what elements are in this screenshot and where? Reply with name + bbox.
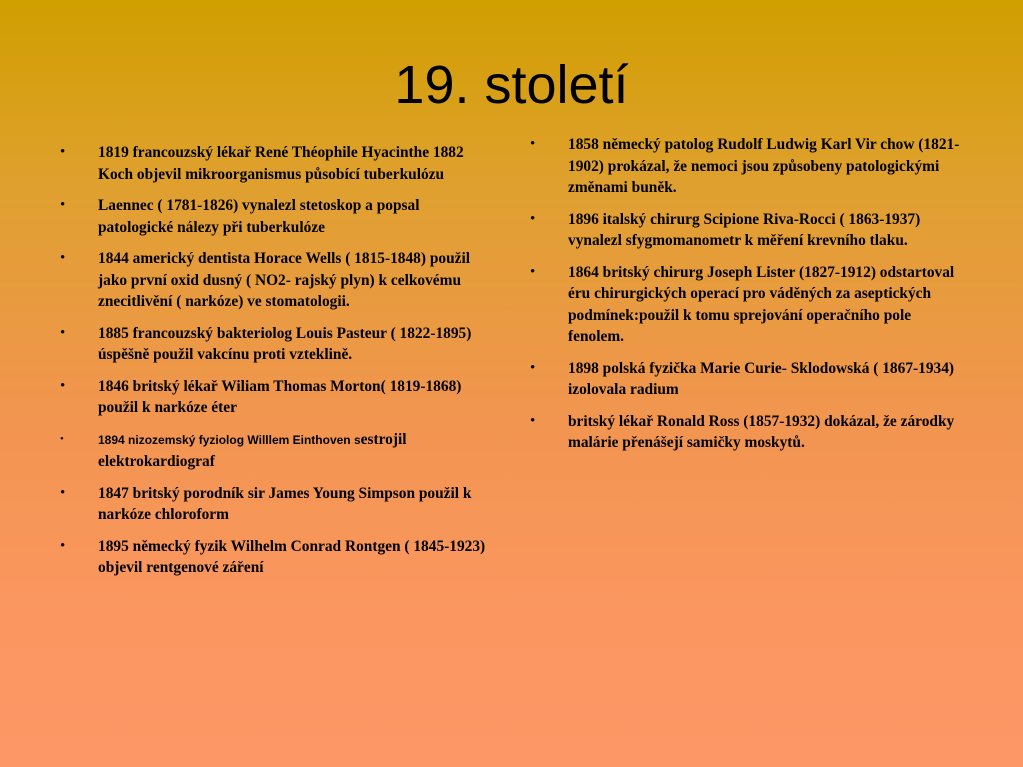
list-item-text: 1844 americký dentista Horace Wells ( 1815-1848) použil jako první oxid dusný ( NO2- rajský plyn) k celkovému znecitlivění ( narkóze) ve stomatologii.	[98, 250, 471, 310]
list-item	[530, 134, 970, 199]
bullet-icon: •	[530, 412, 536, 429]
list-item-text: 1895 německý fyzik Wilhelm Conrad Rontgen ( 1845-1923) objevil rentgenové záření	[98, 537, 486, 576]
list-item	[530, 262, 970, 348]
bullet-icon: •	[530, 210, 536, 227]
list-item-text: 1847 britský porodník sir James Young Simpson použil k narkóze chloroform	[98, 484, 472, 523]
list-item-text: 1885 francouzský bakteriolog Louis Pasteur ( 1822-1895) úspěšně použil vakcínu proti vzteklině.	[98, 324, 472, 363]
bullet-icon: •	[60, 324, 66, 341]
list-item	[60, 429, 492, 473]
list-item	[60, 483, 492, 526]
list-item-text: 1864 britský chirurg Joseph Lister (1827-1912) odstartoval éru chirurgických operací pro váděných za aseptických podmínek:použil k tomu sprejování operačního pole fenolem.	[568, 263, 955, 345]
left-bullet-list	[60, 142, 492, 589]
list-item-text: 1898 polská fyzička Marie Curie- Sklodowská ( 1867-1934) izolovala radium	[568, 359, 955, 398]
bullet-icon: •	[530, 359, 536, 376]
bullet-icon: •	[60, 484, 66, 501]
list-item-text: 1858 německý patolog Rudolf Ludwig Karl Vir chow (1821-1902) prokázal, že nemoci jsou způsobeny patologickými změnami buněk.	[568, 136, 960, 196]
list-item	[60, 536, 492, 579]
list-item	[60, 142, 492, 185]
list-item	[530, 358, 970, 401]
list-item	[60, 195, 492, 238]
list-item	[60, 248, 492, 313]
list-item-text-serif: estrojil elektrokardiograf	[98, 430, 407, 470]
bullet-icon: •	[60, 144, 66, 160]
list-item	[60, 323, 492, 366]
bullet-icon: •	[530, 136, 536, 152]
list-item-text: britský lékař Ronald Ross (1857-1932) dokázal, že zárodky malárie přenášejí samičky moskytů.	[568, 412, 955, 451]
list-item-text: 1819 francouzský lékař René Théophile Hyacinthe 1882 Koch objevil mikroorganismus působící tuberkulózu	[98, 144, 464, 183]
slide-title: 19. století	[394, 55, 629, 115]
bullet-icon: •	[60, 432, 64, 445]
list-item-text: 1846 britský lékař Wiliam Thomas Morton( 1819-1868) použil k narkóze éter	[98, 377, 462, 416]
right-bullet-list	[530, 134, 970, 464]
list-item	[60, 376, 492, 419]
bullet-icon: •	[60, 377, 66, 394]
list-item-text: 1896 italský chirurg Scipione Riva-Rocci ( 1863-1937) vynalezl sfygmomanometr k měření krevního tlaku.	[568, 210, 921, 249]
bullet-icon: •	[530, 263, 536, 280]
bullet-icon: •	[60, 250, 66, 266]
list-item	[530, 209, 970, 252]
list-item-text-sans: 1894 nizozemský fyziolog Willlem Einthoven s	[98, 432, 361, 447]
list-item	[530, 411, 970, 454]
bullet-icon: •	[60, 197, 66, 213]
bullet-icon: •	[60, 537, 66, 554]
list-item-text: Laennec ( 1781-1826) vynalezl stetoskop a popsal patologické nálezy při tuberkulóze	[98, 197, 420, 236]
